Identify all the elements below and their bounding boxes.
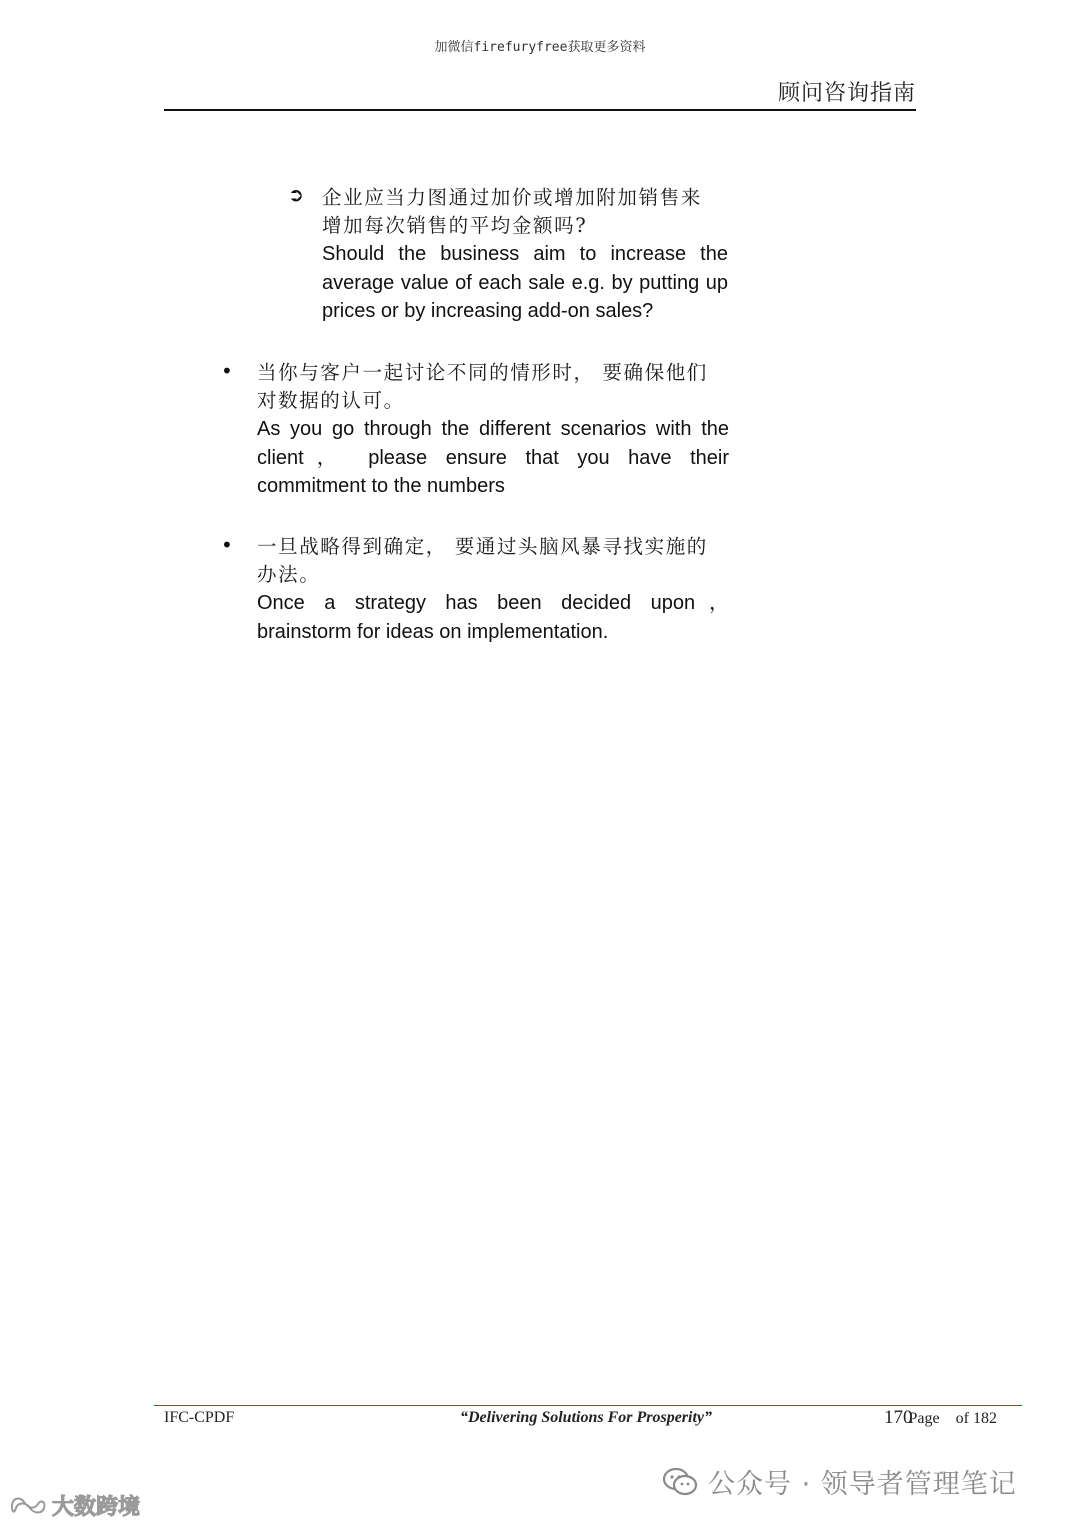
english-text: Once a strategy has been decided upon， brainstorm for ideas on implementation. [257, 592, 729, 643]
english-text: As you go through the different scenarios with the client， please ensure that you have their commitment to the numbers [257, 418, 729, 497]
wechat-watermark [662, 1462, 1017, 1501]
page-label: Page [908, 1410, 940, 1427]
top-note: 加微信firefuryfree获取更多资料 [434, 40, 646, 55]
chinese-text [322, 184, 728, 240]
chinese-line: 办法。 [257, 563, 321, 586]
chinese-line: 一旦战略得到确定， 要通过头脑风暴寻找实施的 [257, 535, 708, 558]
wechat-watermark-label: 公众号 · 领导者管理笔记 [708, 1469, 1017, 1500]
brand-logo-icon [8, 1492, 48, 1520]
bullet-icon: • [221, 359, 233, 383]
wechat-icon [662, 1467, 698, 1497]
footer-page-indicator [884, 1407, 997, 1429]
footer-divider [154, 1405, 1022, 1406]
list-item [221, 359, 729, 501]
chinese-text [257, 533, 729, 589]
brand-watermark [8, 1490, 140, 1521]
bullet-icon: • [221, 533, 233, 557]
page-total: of 182 [955, 1410, 997, 1427]
page-header-title: 顾问咨询指南 [777, 81, 916, 106]
chinese-line: 当你与客户一起讨论不同的情形时， 要确保他们 [257, 361, 708, 384]
brand-watermark-label: 大数跨境 [52, 1495, 141, 1520]
list-item [221, 533, 729, 646]
arrow-bullet-icon: ➲ [288, 184, 304, 206]
footer-slogan: “Delivering Solutions For Prosperity” [460, 1409, 713, 1426]
english-text: Should the business aim to increase the average value of each sale e.g. by putting up prices or by increasing add-on sales? [322, 243, 728, 322]
chinese-line: 企业应当力图通过加价或增加附加销售来 [322, 186, 702, 209]
list-item [288, 184, 728, 326]
page-number: 170 [884, 1407, 913, 1428]
footer-doc-code: IFC-CPDF [164, 1409, 235, 1426]
chinese-line: 对数据的认可。 [257, 389, 405, 412]
chinese-text [257, 359, 729, 415]
chinese-line: 增加每次销售的平均金额吗? [322, 214, 588, 237]
